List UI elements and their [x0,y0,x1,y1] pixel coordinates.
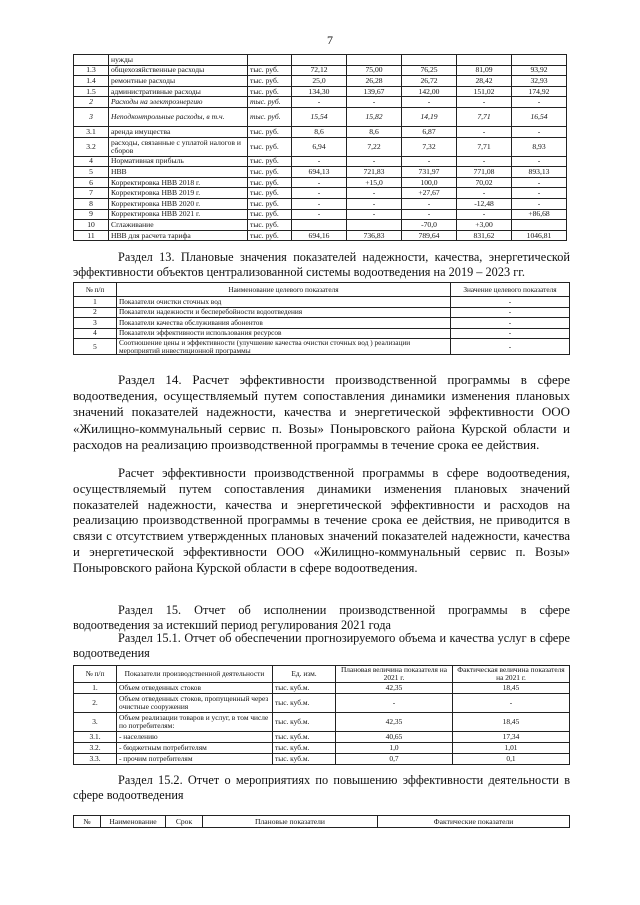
row-value: 7,22 [347,137,402,156]
row-name: административные расходы [109,86,248,97]
table-row [74,209,567,220]
row-value: 75,00 [347,65,402,76]
row-value: 151,02 [457,86,512,97]
row-number [74,55,109,66]
row-plan: 0,7 [336,753,453,764]
row-number: 4 [74,328,117,339]
row-name: Показатели надежности и бесперебойности водоотведения [117,307,451,318]
table-row [74,742,570,753]
row-name: Объем реализации товаров и услуг, в том числе по потребителям: [117,712,273,731]
row-value [512,55,567,66]
row-value: - [292,177,347,188]
row-unit [248,55,292,66]
row-unit: тыс. руб. [248,76,292,87]
row-number: 10 [74,220,109,231]
row-value: 93,92 [512,65,567,76]
row-value: - [457,97,512,108]
row-name: Неподконтрольные расходы, в т.ч. [109,107,248,126]
row-value: - [512,198,567,209]
row-value: - [347,188,402,199]
row-plan: 42,35 [336,682,453,693]
row-value: - [451,297,570,308]
row-unit: тыс. руб. [248,107,292,126]
row-value: +3,00 [457,220,512,231]
row-fact: 1,01 [453,742,570,753]
row-number: 3.1 [74,126,109,137]
table-row [74,198,567,209]
row-value [512,220,567,231]
table-row [74,137,567,156]
row-name: Соотношение цены и эффективности (улучшение качества очистки сточных вод ) реализации мероприятий инвестиционной программы [117,339,451,355]
row-number: 3.3. [74,753,117,764]
row-number: 1. [74,682,117,693]
row-unit: тыс. куб.м. [273,693,336,712]
table-row [74,97,567,108]
row-name: Нормативная прибыль [109,156,248,167]
row-name: Сглаживание [109,220,248,231]
table-row [74,230,567,241]
t2-header-name: Наименование целевого показателя [117,283,451,297]
t4-header-name: Наименование [101,816,166,828]
row-value: 7,71 [457,137,512,156]
row-value: 7,32 [402,137,457,156]
row-unit: тыс. руб. [248,126,292,137]
row-value: 174,92 [512,86,567,97]
t3-header-fact: Фактическая величина показателя на 2021 г. [453,666,570,683]
table-row [74,731,570,742]
row-number: 1.4 [74,76,109,87]
row-name: нужды [109,55,248,66]
row-number: 3.2 [74,137,109,156]
row-value: - [402,198,457,209]
row-value: - [457,188,512,199]
table-row [74,318,570,329]
row-unit: тыс. руб. [248,230,292,241]
table-row [74,76,567,87]
row-plan: 1,0 [336,742,453,753]
row-value: 139,67 [347,86,402,97]
row-name: общехозяйственные расходы [109,65,248,76]
row-fact: 18,45 [453,682,570,693]
row-unit: тыс. куб.м. [273,682,336,693]
row-unit: тыс. руб. [248,97,292,108]
table-row [74,65,567,76]
row-value: 134,30 [292,86,347,97]
table-row [74,107,567,126]
row-value: - [451,307,570,318]
table-row [74,753,570,764]
row-value: 771,08 [457,167,512,178]
row-unit: тыс. руб. [248,86,292,97]
row-number: 9 [74,209,109,220]
row-value [457,55,512,66]
row-plan: 40,65 [336,731,453,742]
row-name: НВВ для расчета тарифа [109,230,248,241]
row-name: - населению [117,731,273,742]
row-number: 4 [74,156,109,167]
section-15-heading: Раздел 15. Отчет об исполнении производственной программы в сфере водоотведения за истекший период регулирования 2021 года [73,603,570,632]
row-plan: 42,35 [336,712,453,731]
row-fact: 17,34 [453,731,570,742]
t4-header-term: Срок [166,816,203,828]
t3-header-plan: Плановая величина показателя на 2021 г. [336,666,453,683]
row-unit: тыс. руб. [248,188,292,199]
row-number: 3. [74,712,117,731]
row-unit: тыс. руб. [248,156,292,167]
row-value: -70,0 [402,220,457,231]
row-number: 5 [74,167,109,178]
row-value: 72,12 [292,65,347,76]
table-row [74,307,570,318]
table-row [74,220,567,231]
row-name: Корректировка НВВ 2019 г. [109,188,248,199]
row-value: 15,54 [292,107,347,126]
row-number: 2 [74,307,117,318]
row-value: 789,64 [402,230,457,241]
row-value: - [347,198,402,209]
row-value: +27,67 [402,188,457,199]
row-value: 721,83 [347,167,402,178]
row-value: - [512,126,567,137]
section-15-2-heading: Раздел 15.2. Отчет о мероприятиях по повышению эффективности деятельности в сфере водоотведения [73,773,570,802]
row-unit: тыс. куб.м. [273,753,336,764]
row-value: 736,83 [347,230,402,241]
t2-header-num: № п/п [74,283,117,297]
row-value: 28,42 [457,76,512,87]
row-value: 6,94 [292,137,347,156]
row-name: - прочим потребителям [117,753,273,764]
row-name: Корректировка НВВ 2020 г. [109,198,248,209]
row-number: 5 [74,339,117,355]
row-value: 694,13 [292,167,347,178]
table-row [74,297,570,308]
nvv-table [73,54,567,241]
t3-header-name: Показатели производственной деятельности [117,666,273,683]
row-number: 3 [74,107,109,126]
table-row [74,156,567,167]
table-row [74,86,567,97]
page-number: 7 [327,33,333,47]
row-number: 2 [74,97,109,108]
row-name: Расходы на электроэнергию [109,97,248,108]
row-fact: 0,1 [453,753,570,764]
table-row [74,167,567,178]
row-value: - [451,318,570,329]
row-name: Показатели очистки сточных вод [117,297,451,308]
row-value: 731,97 [402,167,457,178]
row-value: 25,0 [292,76,347,87]
row-value: - [292,198,347,209]
row-value: 8,6 [292,126,347,137]
row-value: - [451,328,570,339]
row-number: 1.3 [74,65,109,76]
row-unit: тыс. руб. [248,65,292,76]
row-unit: тыс. руб. [248,167,292,178]
row-name: Показатели эффективности использования ресурсов [117,328,451,339]
row-unit: тыс. руб. [248,209,292,220]
row-value: - [512,156,567,167]
t4-header-plan: Плановые показатели [203,816,378,828]
row-value: - [451,339,570,355]
row-value: 26,72 [402,76,457,87]
t4-header-fact: Фактические показатели [378,816,570,828]
row-number: 8 [74,198,109,209]
row-value: - [457,209,512,220]
row-value: 15,82 [347,107,402,126]
row-value: 7,71 [457,107,512,126]
row-value: - [402,209,457,220]
row-value: - [512,188,567,199]
row-value: - [457,156,512,167]
row-number: 6 [74,177,109,188]
row-value: 893,13 [512,167,567,178]
table-row [74,339,570,355]
target-indicators-table [73,282,570,355]
table-row [74,328,570,339]
table-row [74,126,567,137]
row-value [402,55,457,66]
row-value: 6,87 [402,126,457,137]
row-number: 1.5 [74,86,109,97]
measures-table [73,815,570,828]
row-value: - [512,97,567,108]
row-value [347,55,402,66]
t2-header-value: Значение целевого показателя [451,283,570,297]
row-value [347,220,402,231]
calculation-paragraph: Расчет эффективности производственной программы в сфере водоотведения, осуществляемый путем сопоставления динамики изменения плановых значений показателей надежности, качества и энергетической эффективности и расходов на реализацию производственной программы в течение срока ее действия, не приводится в связи с отсутствием утвержденных плановых значений показателей надежности, качества и энергетической эффективности ООО «Жилищно-коммунальный сервис п. Возы» Поныровского района Курской области в сфере водоотведения. [73,466,570,575]
row-number: 2. [74,693,117,712]
row-value: 694,16 [292,230,347,241]
section-14-paragraph: Раздел 14. Расчет эффективности производственной программы в сфере водоотведения, осуществляемый путем сопоставления динамики изменения плановых значений показателей надежности, качества и энергетической эффективности ООО «Жилищно-коммунальный сервис п. Возы» Поныровского района Курской области и расходов на реализацию производственной программы в течение срока ее действия. [73,372,570,452]
row-unit: тыс. руб. [248,198,292,209]
row-name: Корректировка НВВ 2018 г. [109,177,248,188]
section-13-heading: Раздел 13. Плановые значения показателей надежности, качества, энергетической эффективности объектов централизованной системы водоотведения на 2019 – 2023 гг. [73,250,570,279]
row-number: 3 [74,318,117,329]
row-number: 3.2. [74,742,117,753]
row-value: +86,68 [512,209,567,220]
row-value: 8,93 [512,137,567,156]
table-row [74,712,570,731]
row-value: - [292,188,347,199]
t4-header-num: № [74,816,101,828]
row-value: +15,0 [347,177,402,188]
row-value: - [402,156,457,167]
row-value: - [402,97,457,108]
row-number: 7 [74,188,109,199]
row-value: - [512,177,567,188]
row-fact: - [453,693,570,712]
row-value: 831,62 [457,230,512,241]
row-name: Показатели качества обслуживания абонентов [117,318,451,329]
row-value: 14,19 [402,107,457,126]
row-value: 76,25 [402,65,457,76]
row-name: аренда имущества [109,126,248,137]
table-row [74,55,567,66]
section-15-1-heading: Раздел 15.1. Отчет об обеспечении прогнозируемого объема и качества услуг в сфере водоотведения [73,631,570,660]
row-unit: тыс. руб. [248,137,292,156]
row-value: 16,54 [512,107,567,126]
row-unit: тыс. куб.м. [273,731,336,742]
table-row [74,188,567,199]
row-value: 100,0 [402,177,457,188]
row-number: 1 [74,297,117,308]
row-name: - бюджетным потребителям [117,742,273,753]
row-unit: тыс. руб. [248,177,292,188]
table-row [74,693,570,712]
row-value: -12,48 [457,198,512,209]
row-value: - [292,209,347,220]
volume-quality-table [73,665,570,765]
row-unit: тыс. куб.м. [273,712,336,731]
row-fact: 18,45 [453,712,570,731]
row-name: Корректировка НВВ 2021 г. [109,209,248,220]
row-value: - [347,209,402,220]
row-unit: тыс. куб.м. [273,742,336,753]
row-unit: тыс. руб. [248,220,292,231]
row-value [292,220,347,231]
row-value: - [347,97,402,108]
t3-header-num: № п/п [74,666,117,683]
row-plan: - [336,693,453,712]
row-number: 11 [74,230,109,241]
row-number: 3.1. [74,731,117,742]
row-value: - [292,156,347,167]
row-name: Объем отведенных стоков, пропущенный через очистные сооружения [117,693,273,712]
row-name: расходы, связанные с уплатой налогов и сборов [109,137,248,156]
row-name: Объем отведенных стоков [117,682,273,693]
table-row [74,177,567,188]
row-value: 26,28 [347,76,402,87]
row-value: - [457,126,512,137]
row-value: 142,00 [402,86,457,97]
row-name: ремонтные расходы [109,76,248,87]
row-value: 70,02 [457,177,512,188]
row-value: - [347,156,402,167]
t3-header-unit: Ед. изм. [273,666,336,683]
table-row [74,682,570,693]
row-value: 81,09 [457,65,512,76]
row-value: 32,93 [512,76,567,87]
row-value: - [292,97,347,108]
row-value: 8,6 [347,126,402,137]
row-value: 1046,81 [512,230,567,241]
row-name: НВВ [109,167,248,178]
row-value [292,55,347,66]
